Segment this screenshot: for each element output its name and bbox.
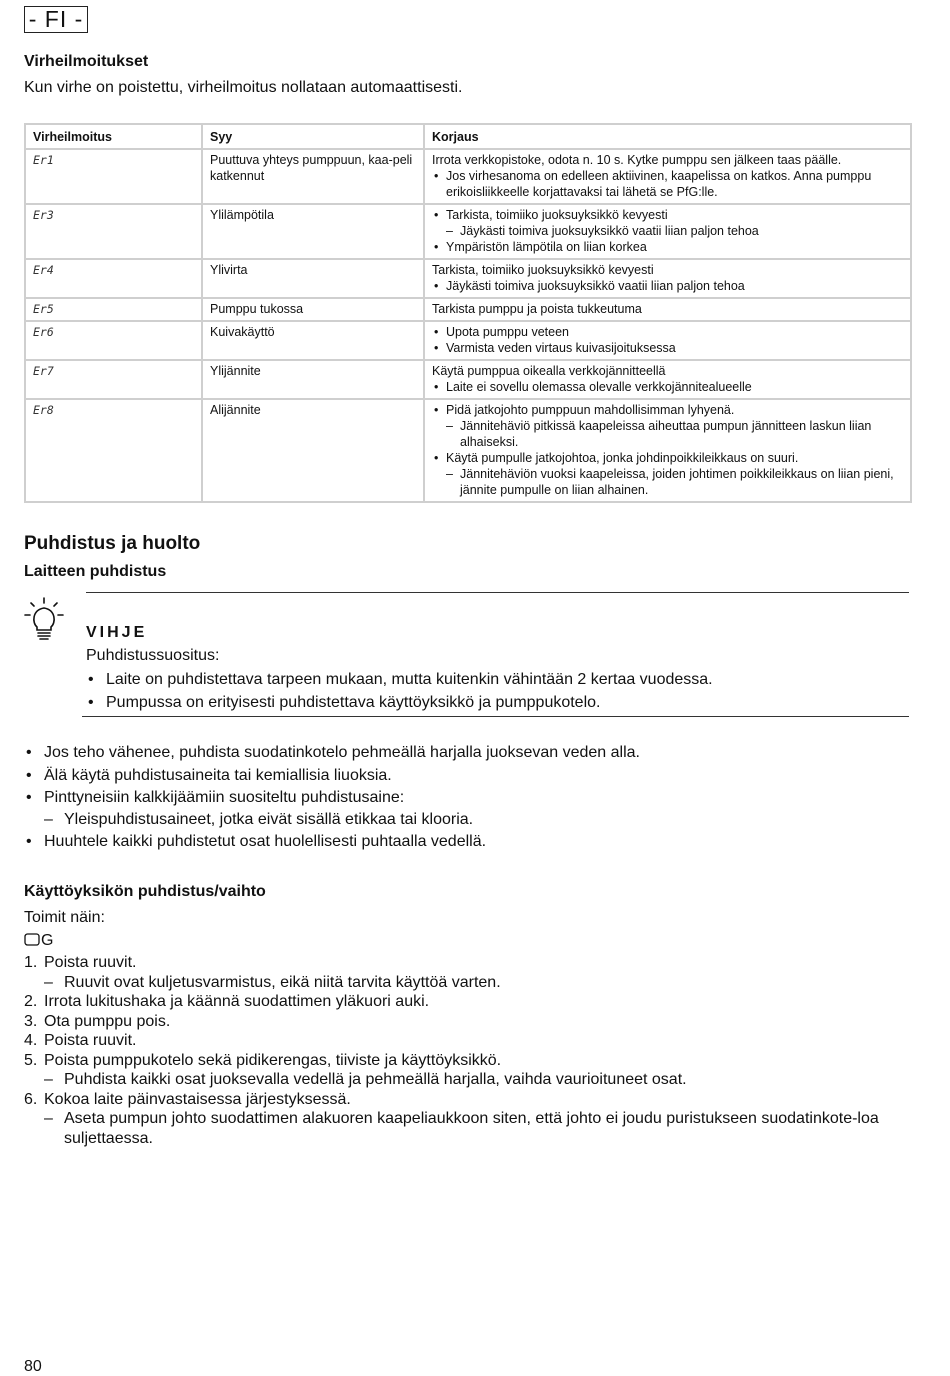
note-lead: Puhdistussuositus: xyxy=(86,647,220,664)
table-row xyxy=(25,149,911,204)
list-item: • Laite ei sovellu olemassa olevalle verkkojännitealueelle xyxy=(432,379,903,395)
list-item: Käytä pumppua oikealla verkkojännitteellä xyxy=(432,364,666,378)
error-code: Er1 xyxy=(33,153,54,167)
fix-cell xyxy=(424,259,911,298)
error-intro-text: Kun virhe on poistettu, virheilmoitus nollataan automaattisesti. xyxy=(24,79,463,96)
list-item xyxy=(24,1031,904,1051)
step-number: 2. xyxy=(24,993,38,1010)
list-item xyxy=(24,1070,904,1090)
list-item: • Ympäristön lämpötila on liian korkea xyxy=(432,239,903,255)
error-code: Er7 xyxy=(33,364,54,378)
step-text: Irrota lukitushaka ja käännä suodattimen yläkuori auki. xyxy=(44,993,430,1010)
list-item: • Jos teho vähenee, puhdista suodatinkotelo pehmeällä harjalla juoksevan veden alla. xyxy=(24,742,640,764)
list-item: • Jos virhesanoma on edelleen aktiivinen, kaapelissa on katkos. Anna pumppu erikoisliikkeelle korjattavaksi tai lähetä se PfG:lle. xyxy=(432,168,903,200)
table-row xyxy=(25,204,911,259)
list-item xyxy=(24,1090,904,1110)
language-badge: - FI - xyxy=(24,6,88,33)
list-item: • Huuhtele kaikki puhdistetut osat huolellisesti puhtaalla vedellä. xyxy=(24,831,640,853)
list-item: • Varmista veden virtaus kuivasijoituksessa xyxy=(432,340,903,356)
error-code-cell xyxy=(25,259,202,298)
cause-cell: Alijännite xyxy=(202,399,424,502)
header-fix: Korjaus xyxy=(424,124,911,149)
fix-list xyxy=(432,262,903,294)
list-item: Tarkista, toimiiko juoksuyksikkö kevyesti xyxy=(432,263,654,277)
header-cause: Syy xyxy=(202,124,424,149)
fix-cell xyxy=(424,204,911,259)
step-number: 3. xyxy=(24,1012,38,1030)
lightbulb-icon xyxy=(24,597,64,641)
cause-cell: Ylijännite xyxy=(202,360,424,399)
list-item: • Pinttyneisiin kalkkijäämiin suositeltu puhdistusaine: xyxy=(24,787,640,809)
step-text: Ota pumppu pois. xyxy=(44,1012,171,1030)
list-item: – Yleispuhdistusaineet, jotka eivät sisällä etikkaa tai klooria. xyxy=(24,809,640,831)
section-title-cleaning: Puhdistus ja huolto xyxy=(24,533,201,554)
fix-cell xyxy=(424,321,911,360)
step-number: 4. xyxy=(24,1032,38,1049)
list-item xyxy=(24,1012,904,1032)
fix-list xyxy=(432,324,903,356)
list-item: – Jäykästi toimiva juoksuyksikkö vaatii liian paljon tehoa xyxy=(432,223,903,239)
fix-cell xyxy=(424,149,911,204)
cause-cell: Puuttuva yhteys pumppuun, kaa-peli katkennut xyxy=(202,149,424,204)
cause-cell: Pumppu tukossa xyxy=(202,298,424,321)
table-row xyxy=(25,399,911,502)
error-code-cell xyxy=(25,204,202,259)
step-text: Poista ruuvit. xyxy=(44,1032,137,1049)
figure-letter: G xyxy=(41,932,54,949)
cause-cell: Ylilämpötila xyxy=(202,204,424,259)
step-number: 6. xyxy=(24,1090,38,1108)
fix-cell xyxy=(424,298,911,321)
list-item: – Jännitehäviö pitkissä kaapeleissa aiheuttaa pumpun jännitteen laskun liian alhaiseksi. xyxy=(432,418,903,450)
procedure-steps xyxy=(24,953,904,1148)
error-code: Er6 xyxy=(33,325,54,339)
list-item: • Jäykästi toimiva juoksuyksikkö vaatii liian paljon tehoa xyxy=(432,278,903,294)
table-row xyxy=(25,259,911,298)
subsection-title-device-cleaning: Laitteen puhdistus xyxy=(24,563,167,580)
note-top-rule xyxy=(86,592,909,593)
fix-list xyxy=(432,363,903,395)
step-text: Poista ruuvit. xyxy=(44,954,137,971)
fix-cell xyxy=(424,399,911,502)
error-table xyxy=(24,123,912,503)
error-code: Er4 xyxy=(33,263,54,277)
step-number: 5. xyxy=(24,1051,38,1069)
cleaning-list xyxy=(24,742,640,853)
error-code-cell xyxy=(25,298,202,321)
step-text: Ruuvit ovat kuljetusvarmistus, eikä niitä tarvita käyttöä varten. xyxy=(64,973,501,991)
error-code: Er8 xyxy=(33,403,54,417)
fix-list xyxy=(432,402,903,498)
list-item: • Upota pumppu veteen xyxy=(432,324,903,340)
error-code: Er5 xyxy=(33,302,54,316)
subsection-title-drive-unit: Käyttöyksikön puhdistus/vaihto xyxy=(24,883,266,900)
list-item: Irrota verkkopistoke, odota n. 10 s. Kytke pumppu sen jälkeen taas päälle. xyxy=(432,153,842,167)
list-item xyxy=(24,1051,904,1071)
note-label: VIHJE xyxy=(86,624,148,641)
error-code: Er3 xyxy=(33,208,54,222)
cause-cell: Kuivakäyttö xyxy=(202,321,424,360)
table-row xyxy=(25,321,911,360)
procedure-lead: Toimit näin: xyxy=(24,909,105,926)
page-number: 80 xyxy=(24,1358,42,1375)
step-text: Poista pumppukotelo sekä pidikerengas, tiiviste ja käyttöyksikkö. xyxy=(44,1051,502,1069)
error-code-cell xyxy=(25,360,202,399)
error-code-cell xyxy=(25,149,202,204)
figure-reference xyxy=(24,932,53,950)
note-bottom-rule xyxy=(82,716,909,717)
list-item: • Pidä jatkojohto pumppuun mahdollisimman lyhyenä. xyxy=(432,402,903,418)
list-item: • Älä käytä puhdistusaineita tai kemiallisia liuoksia. xyxy=(24,765,640,787)
step-text: Kokoa laite päinvastaisessa järjestyksessä. xyxy=(44,1090,351,1108)
table-row xyxy=(25,298,911,321)
list-item: – Jännitehäviön vuoksi kaapeleissa, joiden johtimen poikkileikkaus on liian pieni, jännite pumpulle on liian alhainen. xyxy=(432,466,903,498)
fix-list xyxy=(432,207,903,255)
list-item xyxy=(24,1109,904,1148)
error-code-cell xyxy=(25,321,202,360)
cause-cell: Ylivirta xyxy=(202,259,424,298)
header-error-code: Virheilmoitus xyxy=(25,124,202,149)
fix-list xyxy=(432,152,903,200)
step-number: 1. xyxy=(24,954,38,971)
fix-list xyxy=(432,301,903,317)
table-header-row xyxy=(25,124,911,149)
list-item: • Laite on puhdistettava tarpeen mukaan, mutta kuitenkin vähintään 2 kertaa vuodessa. xyxy=(86,668,713,691)
figure-icon xyxy=(24,933,41,946)
table-row xyxy=(25,360,911,399)
fix-cell xyxy=(424,360,911,399)
error-code-cell xyxy=(25,399,202,502)
section-title-error-messages: Virheilmoitukset xyxy=(24,53,149,70)
step-text: Puhdista kaikki osat juoksevalla vedellä ja pehmeällä harjalla, vaihda vaurioituneet osat. xyxy=(64,1071,687,1088)
list-item: • Tarkista, toimiiko juoksuyksikkö kevyesti xyxy=(432,207,903,223)
list-item: • Käytä pumpulle jatkojohtoa, jonka johdinpoikkileikkaus on suuri. xyxy=(432,450,903,466)
list-item: Tarkista pumppu ja poista tukkeutuma xyxy=(432,302,642,316)
list-item xyxy=(24,953,904,973)
list-item xyxy=(24,992,904,1012)
step-text: Aseta pumpun johto suodattimen alakuoren kaapeliaukkoon siten, että johto ei joudu puristukseen suodatinkote-loa suljettaessa. xyxy=(64,1110,879,1147)
list-item xyxy=(24,973,904,993)
list-item: • Pumpussa on erityisesti puhdistettava käyttöyksikkö ja pumppukotelo. xyxy=(86,691,713,714)
note-list xyxy=(86,668,713,714)
